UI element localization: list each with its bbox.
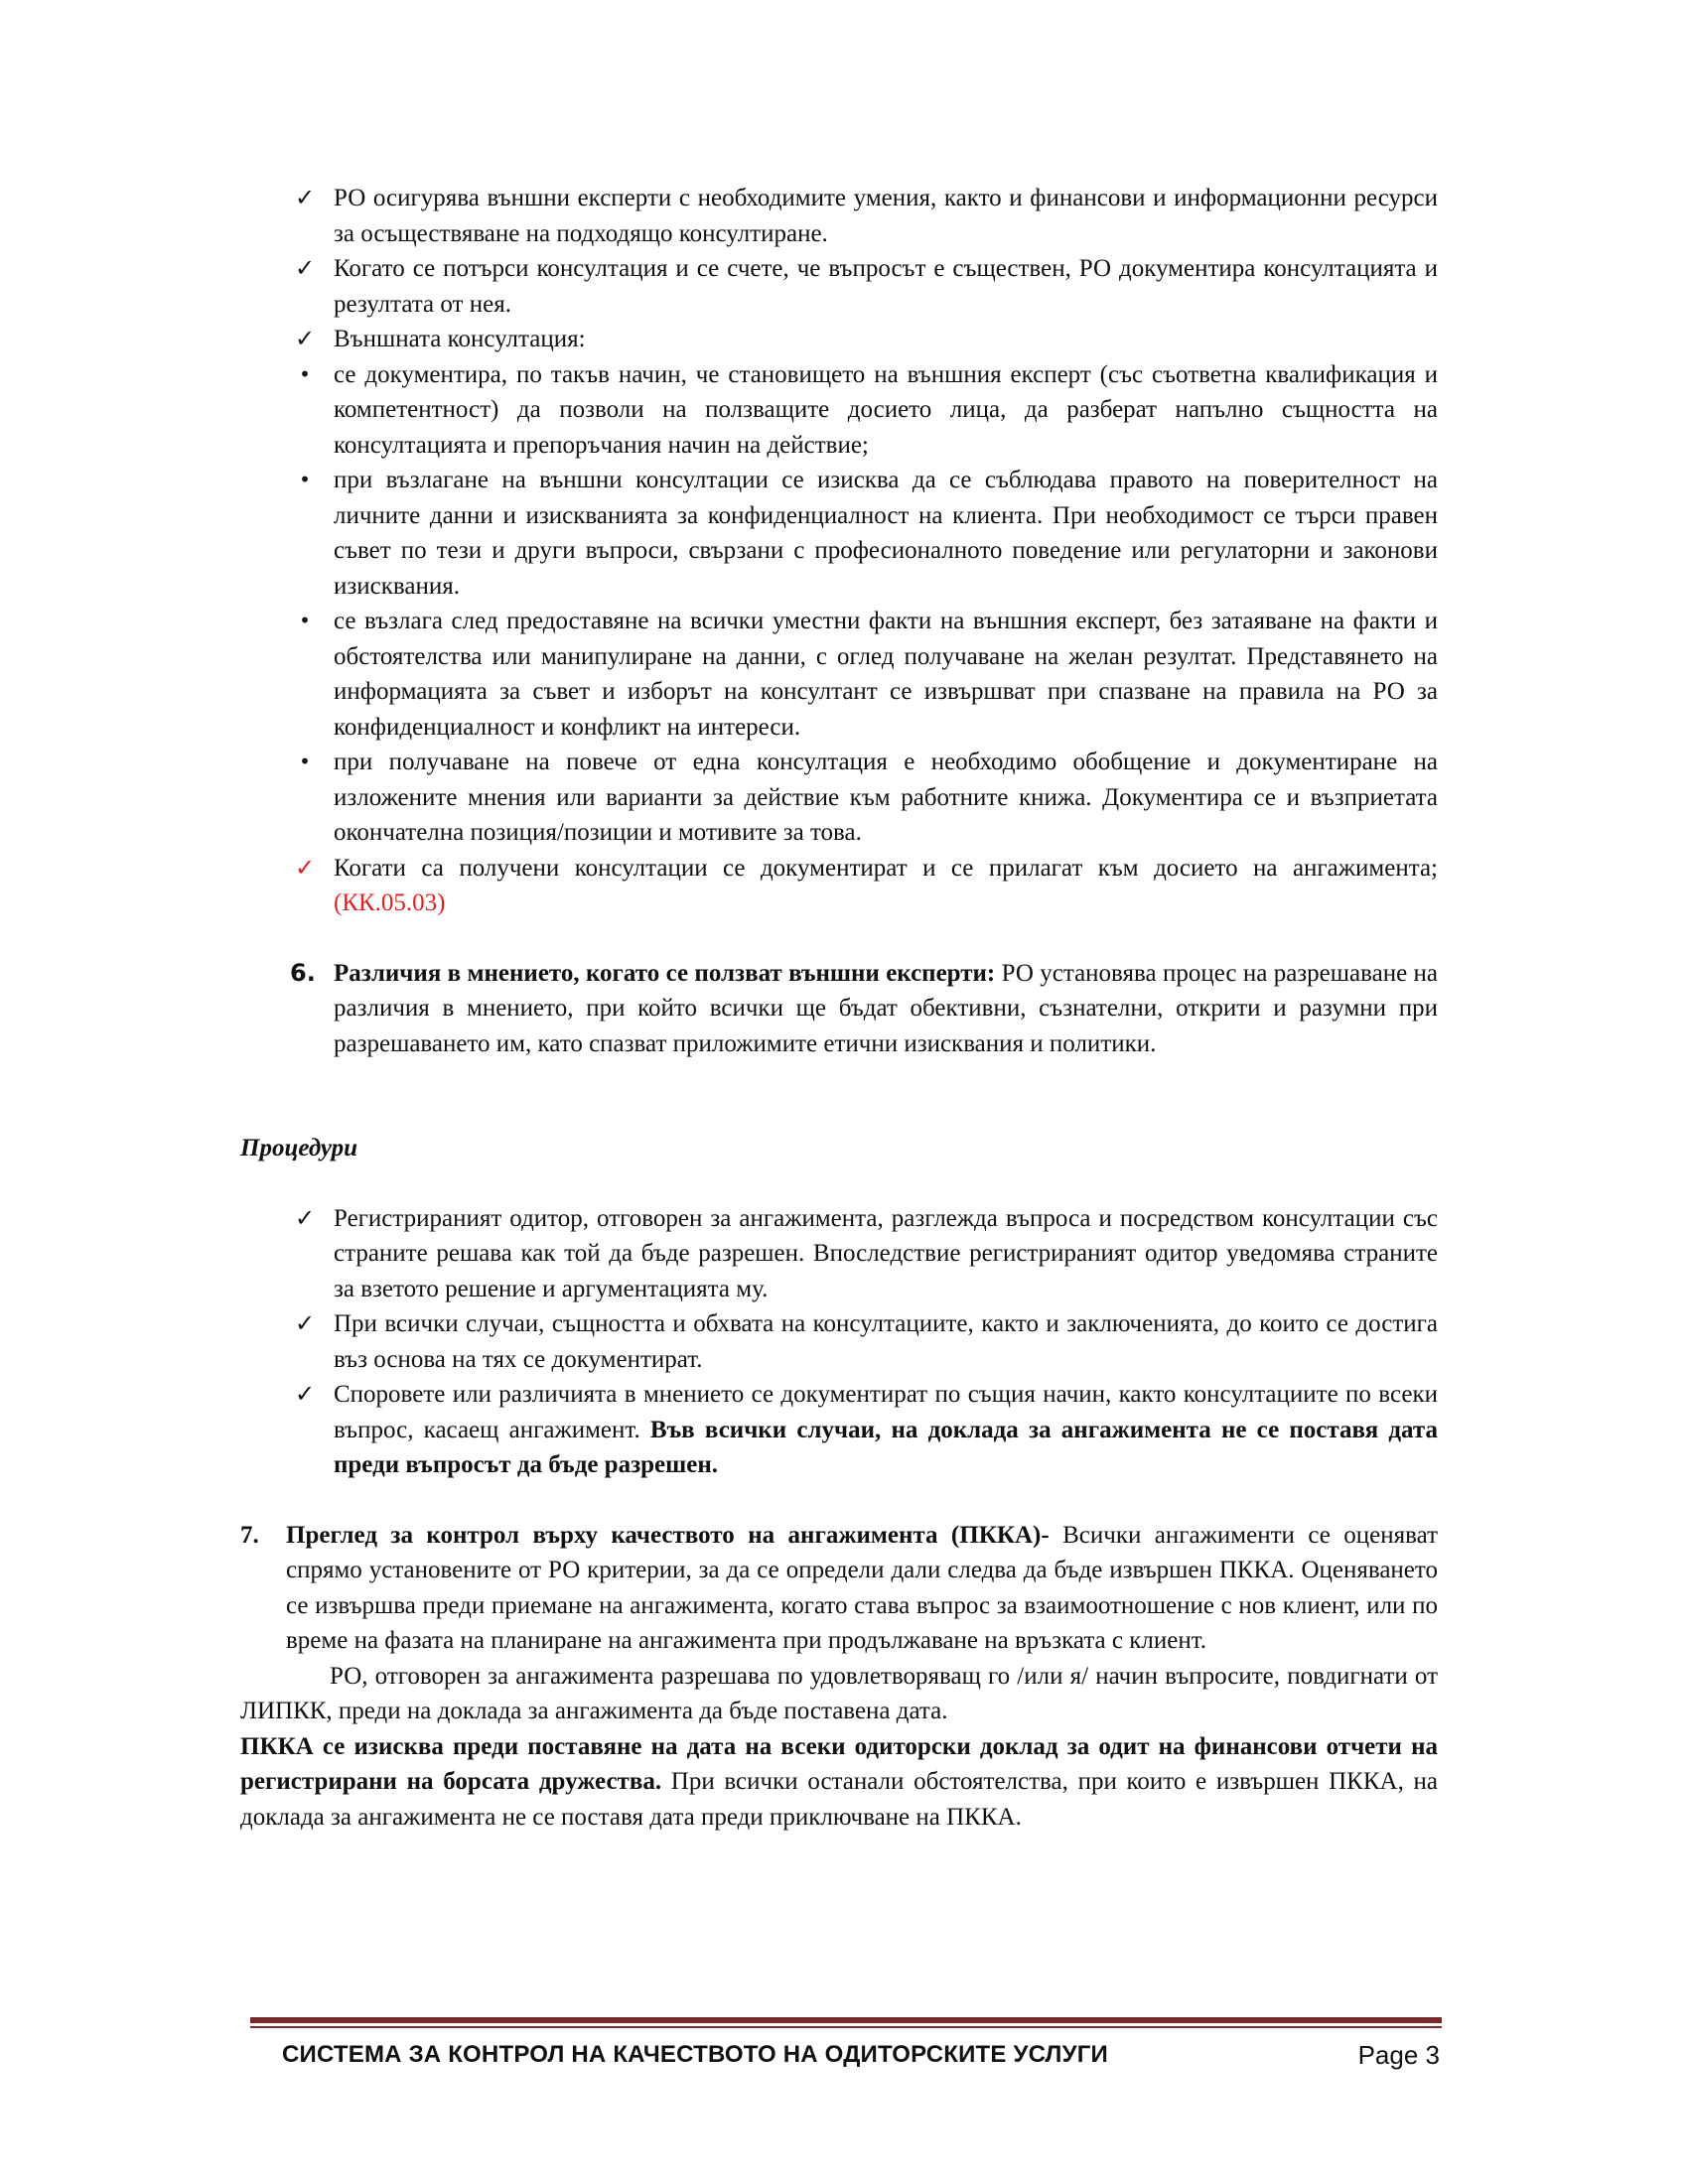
bullet-icon: • bbox=[299, 361, 311, 386]
list-item-text: Когати са получени консултации се документират и се прилагат към досието на ангажимента; bbox=[334, 854, 1438, 882]
reference-code: (КК.05.03) bbox=[334, 889, 446, 916]
list-item-text: При всички случаи, същността и обхвата на консултациите, както и заключенията, до които се достига въз основа на тях се документират. bbox=[334, 1310, 1438, 1373]
page-content bbox=[240, 181, 1438, 1835]
section-title: Различия в мнението, когато се ползват външни експерти: bbox=[334, 959, 996, 987]
paragraph-bold-text: ПККА се изисква преди поставяне на дата на всеки одиторски доклад за одит на финансови отчети на регистрирани на борсата дружества. bbox=[240, 1732, 1438, 1795]
list-item bbox=[240, 1377, 1438, 1483]
footer-rule-thin bbox=[250, 2026, 1442, 2028]
paragraph-pkka bbox=[240, 1729, 1438, 1836]
list-item bbox=[240, 357, 1438, 464]
list-item bbox=[240, 181, 1438, 251]
red-checkmark-icon: ✓ bbox=[294, 853, 316, 882]
list-item-text: се документира, по такъв начин, че становището на външния експерт (със съответна квалификация и компетентност) да позволи на ползващите досието лица, да разберат напълно същността на консултацията и препоръчания начин на действие; bbox=[334, 360, 1438, 459]
list-item bbox=[240, 463, 1438, 604]
bullet-icon: • bbox=[299, 609, 311, 632]
list-item-text: Външната консултация: bbox=[334, 326, 586, 352]
paragraph-text: При всички останали обстоятелства, при които е извършен ПККА, на доклада за ангажимента не се поставя дата преди приключване на ПККА. bbox=[240, 1768, 1438, 1831]
checkmark-icon: ✓ bbox=[294, 1203, 316, 1232]
page-number: Page 3 bbox=[1357, 2040, 1440, 2070]
checkmark-icon: ✓ bbox=[294, 184, 316, 211]
list-item bbox=[240, 1201, 1438, 1307]
footer-title: СИСТЕМА ЗА КОНТРОЛ НА КАЧЕСТВОТО НА ОДИТОРСКИТЕ УСЛУГИ bbox=[282, 2041, 1108, 2068]
list-item-text: при получаване на повече от една консултация е необходимо обобщение и документиране на изложените мнения или варианти за действие към работните книжа. Документира се и възприетата окончателна позиция/позиции и мотивите за това. bbox=[334, 749, 1438, 846]
list-item-text: Споровете или различията в мнението се документират по същия начин, както консултациите по всеки въпрос, касаещ ангажимент. bbox=[334, 1381, 1438, 1443]
list-item-text: при възлагане на външни консултации се изисква да се съблюдава правото на поверителност на личните данни и изискванията за конфиденциалност на клиента. При необходимост се търси правен съвет по тези и други въпроси, свързани с професионалното поведение или регулаторни и законови изисквания. bbox=[334, 467, 1438, 600]
bullet-icon: • bbox=[299, 468, 311, 491]
procedures-list bbox=[240, 1201, 1438, 1483]
section-text: РО установява процес на разрешаване на различия в мнението, при който всички ще бъдат обективни, съзнателни, открити и разумни при разрешаването им, като спазват приложимите етични изисквания и политики. bbox=[334, 959, 1439, 1057]
section-6 bbox=[240, 956, 1438, 1062]
checkmark-icon: ✓ bbox=[294, 1380, 316, 1408]
checkmark-icon: ✓ bbox=[294, 325, 316, 352]
paragraph-ro: РО, отговорен за ангажимента разрешава по удовлетворяващ го /или я/ начин въпросите, повдигнати от ЛИПКК, преди на доклада за ангажимента да бъде поставена дата. bbox=[240, 1662, 1438, 1724]
checkmark-icon: ✓ bbox=[294, 1309, 316, 1337]
list-item-text: Когато се потърси консултация и се счете, че въпросът е съществен, РО документира консултацията и резултата от нея. bbox=[334, 255, 1438, 318]
list-item bbox=[240, 322, 1438, 357]
footer-rule-thick bbox=[250, 2017, 1442, 2023]
list-item-text: Регистрираният одитор, отговорен за ангажимента, разглежда въпроса и посредством консултации със страните решава как той да бъде разрешен. Впоследствие регистрираният одитор уведомява страните за взетото решение и аргументацията му. bbox=[334, 1204, 1438, 1302]
bullet-icon: • bbox=[299, 750, 311, 773]
list-item bbox=[240, 251, 1438, 322]
list-item bbox=[240, 745, 1438, 851]
section-7 bbox=[240, 1518, 1438, 1659]
list-item-bold-text: Във всички случаи, на доклада за ангажимента не се поставя дата преди въпросът да бъде разрешен. bbox=[334, 1416, 1438, 1478]
section-title: Преглед за контрол върху качеството на ангажимента (ПККА)- bbox=[286, 1521, 1050, 1549]
section-number: 7. bbox=[240, 1521, 259, 1549]
list-item-text: се възлага след предоставяне на всички уместни факти на външния експерт, без затаяване на факти и обстоятелства или манипулиране на данни, с оглед получаване на желан резултат. Представянето на информацията за съвет и изборът на консултант се извършват при спазване на правила на РО за конфиденциалност и конфликт на интереси. bbox=[334, 608, 1438, 741]
list-item bbox=[240, 604, 1438, 745]
consultation-list bbox=[240, 181, 1438, 921]
checkmark-icon: ✓ bbox=[294, 254, 316, 282]
section-number: 6. bbox=[290, 958, 316, 987]
list-item bbox=[240, 1306, 1438, 1377]
list-item-text: РО осигурява външни експерти с необходимите умения, както и финансови и информационни ресурси за осъществяване на подходящо консултиране. bbox=[334, 185, 1438, 247]
list-item-red bbox=[240, 851, 1438, 921]
procedures-heading: Процедури bbox=[240, 1135, 358, 1161]
section-text: Всички ангажименти се оценяват спрямо установените от РО критерии, за да се определи дали следва да бъде извършен ПККА. Оценяването се извършва преди приемане на ангажимента, когато става въпрос за взаимоотношение с нов клиент, или по време на фазата на планиране на ангажимента при продължаване на връзката с клиент. bbox=[286, 1521, 1438, 1654]
